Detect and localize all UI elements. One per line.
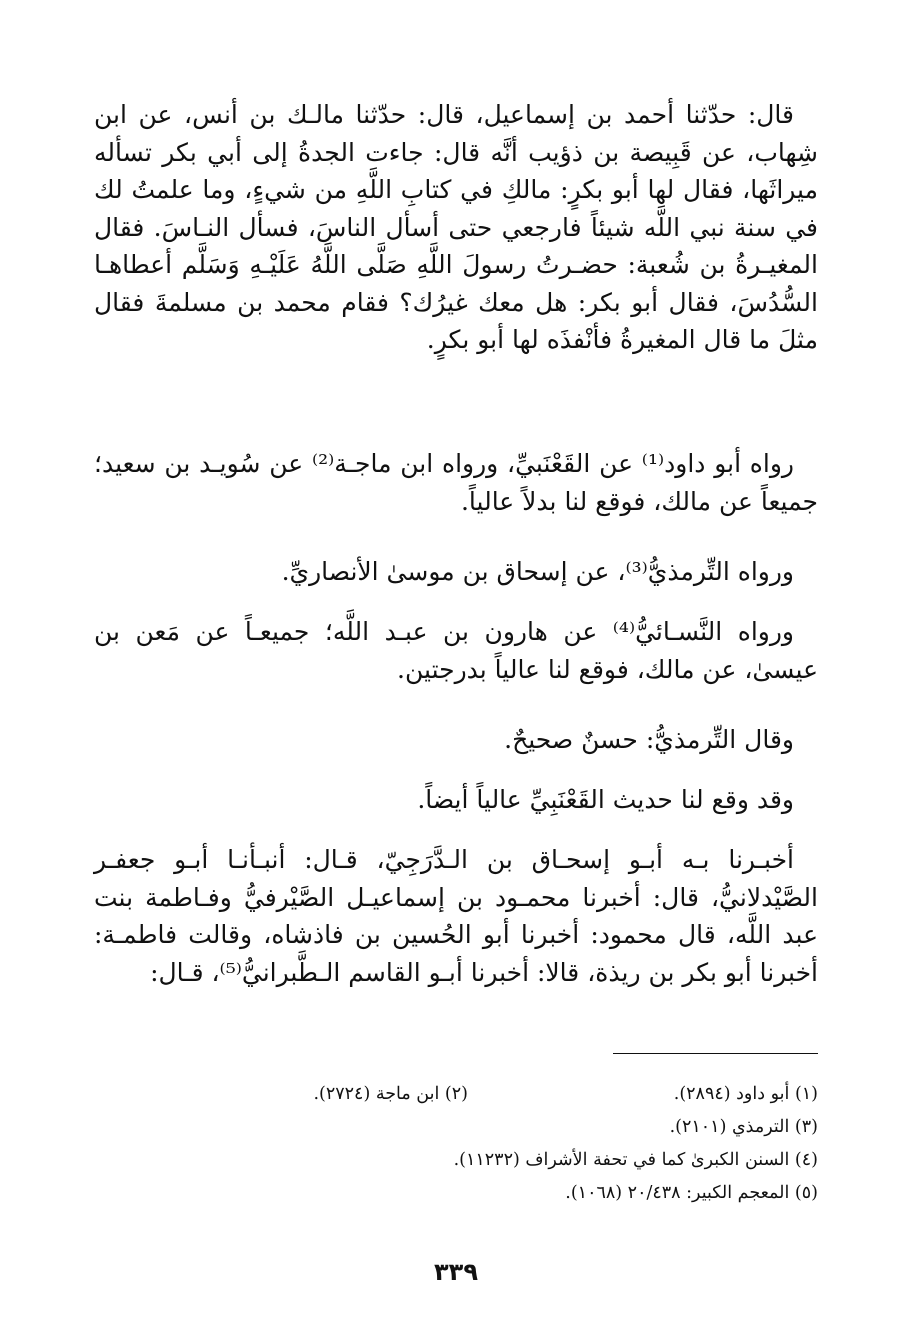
paragraph-tirmidhi-grading: وقال التِّرمذيُّ: حسنٌ صحيحٌ.: [504, 725, 794, 754]
paragraph-nasai: ورواه النَّسـائيُّ⁽⁴⁾ عن هارون بن عبـد اللَّه؛ جميعـاً عن مَعن بن عيسىٰ، عن مالك، فوقع لنا عالياً بدرجتين.: [94, 617, 818, 684]
paragraph-qanabi: وقد وقع لنا حديث القَعْنَبِيِّ عالياً أيضاً.: [417, 785, 794, 814]
footnote-divider: [613, 1053, 818, 1054]
footnote-3: (٣) الترمذي (٢١٠١).: [669, 1117, 818, 1137]
footnote-5: (٥) المعجم الكبير: ٢٠/٤٣٨ (١٠٦٨).: [565, 1183, 818, 1203]
paragraph-isnad: أخبـرنا بـه أبـو إسحـاق بن الـدَّرَجِيّ، قـال: أنبـأنـا أبـو جعفـر الصَّيْدلانيُّ، قال: أخبرنا محمـود بن إسماعيـل الصَّيْرفيُّ وفـاطمة بنت عبد اللَّه، قال محمود: أخبرنا أبو الحُسين بن فاذشاه، وقالت فاطمـة: أخبرنا أبو بكر بن ريذة، قالا: أخبرنا أبـو القاسم الـطَّبرانيُّ⁽⁵⁾، قـال:: [94, 845, 818, 987]
footnotes: [94, 1078, 818, 1210]
footnote-1: (١) أبو داود (٢٨٩٤).: [673, 1084, 818, 1104]
paragraph-abu-dawud: رواه أبو داود⁽¹⁾ عن القَعْنَبيِّ، ورواه ابن ماجـة⁽²⁾ عن سُويـد بن سعيد؛ جميعاً عن مالك، فوقع لنا بدلاً عالياً.: [94, 449, 818, 516]
footnote-row-1: [94, 1078, 818, 1111]
paragraph-hadith-text: قال: حدّثنا أحمد بن إسماعيل، قال: حدّثنا مالـك بن أنس، عن ابن شِهاب، عن قَبِيصة بن ذؤيب أنَّه قال: جاءت الجدةُ إلى أبي بكر تسأله ميراثَها، فقال لها أبو بكرٍ: مالكِ في كتابِ اللَّهِ من شيءٍ، وما علمتُ لك في سنة نبي اللَّه شيئاً فارجعي حتى أسأل الناسَ، فسأل النـاسَ. فقال المغيـرةُ بن شُعبة: حضـرتُ رسولَ اللَّهِ صَلَّى اللَّهُ عَلَيْـهِ وَسَلَّم أعطاهـا السُّدُسَ، فقال أبو بكر: هل معك غيرُك؟ فقام محمد بن مسلمةَ فقال مثلَ ما قال المغيرةُ فأنْفذَه لها أبو بكرٍ.: [94, 100, 818, 354]
footnote-4: (٤) السنن الكبرىٰ كما في تحفة الأشراف (١١٢٣٢).: [453, 1150, 818, 1170]
page-number: ٣٣٩: [434, 1258, 478, 1286]
paragraph-tirmidhi: ورواه التِّرمذيُّ⁽³⁾، عن إسحاق بن موسىٰ الأنصاريِّ.: [281, 557, 794, 586]
footnote-2: (٢) ابن ماجة (٢٧٢٤).: [313, 1084, 468, 1104]
